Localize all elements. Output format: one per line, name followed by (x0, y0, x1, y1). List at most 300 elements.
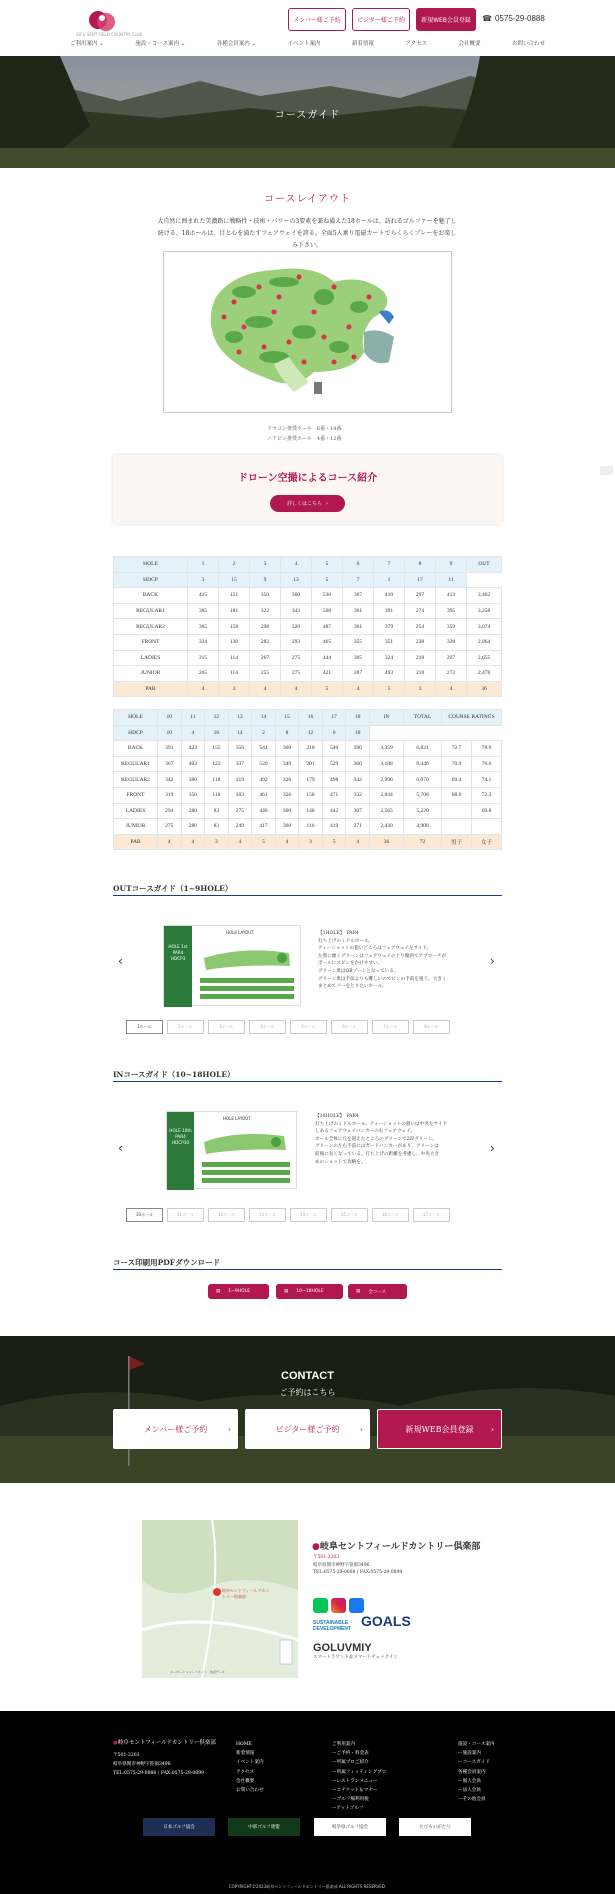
table-cell: FRONT (114, 787, 158, 803)
out-hole-description (318, 930, 480, 991)
footer-link[interactable]: ーその他会員 (458, 1797, 486, 1803)
table-cell: 15 (219, 572, 250, 588)
table-cell: 254 (405, 619, 436, 635)
table-cell: 70.9 (442, 756, 472, 772)
contact-register-button[interactable] (377, 1409, 502, 1449)
table-cell: PAR (114, 834, 158, 850)
table-cell (442, 803, 472, 819)
footer-link[interactable]: ー所属プロご紹介 (332, 1760, 369, 1766)
hole-tab[interactable]: 5ホール (290, 1020, 327, 1034)
desc-line: グリーン奥はOBゾーンとなっている。 (318, 968, 399, 974)
table-cell: 1 (188, 557, 219, 573)
nav-item[interactable]: アクセス (405, 41, 428, 47)
table-cell: 10 (158, 725, 182, 741)
nav-item[interactable]: 施設・コース案内 ⌄ (135, 41, 186, 47)
table-cell: 493 (374, 666, 405, 682)
prev-arrow-icon[interactable]: ‹ (118, 954, 123, 968)
table-cell: 4 (181, 725, 205, 741)
table-cell: 11 (436, 572, 467, 588)
table-cell: 1 (374, 572, 405, 588)
table-cell: 387 (343, 588, 374, 604)
table-cell: 3,188 (370, 756, 404, 772)
pdf-icon: ▤ (356, 1289, 361, 1294)
in-scorecard-table (113, 709, 502, 850)
table-cell: REGULAR2 (114, 619, 188, 635)
table-cell: 492 (252, 772, 276, 788)
instagram-icon[interactable] (331, 1598, 346, 1613)
table-cell: 361 (343, 619, 374, 635)
contact-title: CONTACT (281, 1370, 334, 1382)
table-cell: 6,070 (404, 772, 442, 788)
table-cell: 158 (219, 619, 250, 635)
site-footer (0, 1711, 615, 1894)
footer-link[interactable]: ーアットゴルフ (332, 1806, 364, 1812)
table-cell: 319 (158, 787, 182, 803)
club-address (313, 1554, 402, 1577)
pdf-icon: ▤ (216, 1289, 221, 1294)
table-cell: REGULAR1 (114, 756, 158, 772)
register-button[interactable]: 新規WEB会員登録 (416, 8, 476, 31)
table-cell: 395 (436, 603, 467, 619)
jga-banner[interactable]: 日本ゴルフ協会 (143, 1818, 215, 1836)
table-cell: 3,462 (467, 588, 502, 604)
hole-card-label: HOLE 1st PAR4 HDCP3 (168, 944, 188, 961)
footer-link[interactable]: ー個人会員 (458, 1778, 481, 1784)
footer-link[interactable]: アクセス (236, 1769, 255, 1775)
facebook-icon[interactable] (349, 1598, 364, 1613)
gifu-golf-banner[interactable]: 岐阜県ゴルフ協会 (314, 1818, 386, 1836)
desc-line: ホール全体に丘を超えたところのグリーンで2段グリーン。 (315, 1136, 437, 1142)
table-cell: JUNIOR (114, 819, 158, 835)
club-zip: 〒501-3203 (313, 1555, 340, 1560)
table-cell: 415 (188, 588, 219, 604)
pdf-button-label: 1~9HOLE (228, 1289, 251, 1294)
social-links (313, 1598, 364, 1613)
hole-tab[interactable]: 2ホール (167, 1020, 204, 1034)
drone-button-label: 詳しくはこちら (286, 501, 322, 507)
table-cell: 5,220 (404, 803, 442, 819)
table-cell: 72.7 (442, 741, 472, 757)
table-cell: 367 (158, 756, 182, 772)
nav-item[interactable]: ご利用案内 ⌄ (70, 41, 104, 47)
table-cell: 320 (281, 619, 312, 635)
pdf-out-button[interactable] (208, 1284, 269, 1299)
table-cell: 356 (181, 787, 205, 803)
table-cell: 540 (322, 741, 346, 757)
table-cell: 2 (219, 557, 250, 573)
pdf-in-button[interactable] (276, 1284, 343, 1299)
table-cell: 267 (250, 650, 281, 666)
footer-link[interactable]: 会社概要 (236, 1778, 255, 1784)
hole-tab[interactable]: 13ホール (249, 1208, 286, 1222)
in-table-body (114, 725, 502, 850)
table-cell: 391 (374, 603, 405, 619)
table-cell: 7 (374, 557, 405, 573)
nav-item[interactable]: 会社概要 (458, 41, 481, 47)
table-cell: 326 (275, 772, 299, 788)
table-row (114, 725, 502, 741)
table-cell: REGULAR1 (114, 603, 188, 619)
table-cell: 487 (312, 619, 343, 635)
hole-tab[interactable]: 16ホール (372, 1208, 409, 1222)
table-cell: 3 (299, 834, 323, 850)
club-name (312, 1539, 480, 1552)
hole-tab[interactable]: 1ホール (126, 1020, 163, 1034)
table-cell: 307 (346, 803, 370, 819)
nav-item[interactable]: 新着情報 (351, 41, 374, 47)
hole-tab[interactable]: 12ホール (208, 1208, 245, 1222)
table-row (114, 787, 502, 803)
hole-layout-diagram (194, 938, 298, 1004)
footer-link[interactable]: ご利用案内 (332, 1742, 355, 1747)
table-cell: 4 (346, 834, 370, 850)
table-cell: IN (370, 710, 404, 726)
table-cell: 158 (299, 787, 323, 803)
drone-title: ドローン空撮によるコース紹介 (237, 473, 378, 484)
desc-line: まとめてパーをとりたいホール。 (318, 984, 387, 990)
table-cell: 334 (188, 634, 219, 650)
table-cell: 13 (228, 710, 252, 726)
table-cell: 179 (299, 772, 323, 788)
out-table-body (114, 572, 502, 697)
table-cell: 520 (252, 756, 276, 772)
table-row (114, 741, 502, 757)
table-cell: 293 (281, 634, 312, 650)
table-cell: REGULAR2 (114, 772, 158, 788)
table-cell: HOLE (114, 710, 158, 726)
table-cell: 83 (205, 803, 229, 819)
table-cell: OUT (467, 557, 502, 573)
table-cell: 201 (299, 756, 323, 772)
table-cell: 18 (346, 725, 370, 741)
table-cell: 238 (405, 634, 436, 650)
table-cell: 9 (250, 572, 281, 588)
footer-col1 (236, 1740, 264, 1795)
table-row (114, 834, 502, 850)
table-cell: 7 (343, 572, 374, 588)
table-cell: 9 (436, 557, 467, 573)
table-row (114, 681, 502, 697)
table-cell: 322 (250, 603, 281, 619)
table-cell: 4 (188, 681, 219, 697)
table-cell: 275 (281, 650, 312, 666)
desc-line: 【1HOLE】 PAR4 (318, 931, 359, 936)
table-cell: 5 (322, 834, 346, 850)
next-arrow-icon[interactable]: › (490, 954, 495, 968)
table-cell: 332 (346, 787, 370, 803)
table-row (114, 557, 502, 573)
table-cell: 461 (252, 787, 276, 803)
goluvmiy-logo[interactable] (313, 1642, 398, 1660)
table-cell: 68.0 (442, 787, 472, 803)
in-guide-title: INコースガイド（10~18HOLE） (113, 1070, 235, 1079)
nav-item[interactable]: イベント案内 (287, 41, 321, 47)
hole-tab[interactable]: 10ホール (126, 1208, 163, 1222)
footer-link[interactable]: ーゴルフ場利用税 (332, 1797, 369, 1803)
table-cell: 282 (250, 634, 281, 650)
table-cell: 343 (281, 603, 312, 619)
footer-link[interactable]: ーご予約・料金表 (332, 1751, 369, 1757)
nav-item[interactable]: お問い合わせ (511, 41, 545, 47)
table-cell: 355 (343, 634, 374, 650)
table-cell: 342 (158, 772, 182, 788)
google-map[interactable] (142, 1520, 298, 1678)
heading-underline (113, 1081, 502, 1082)
club-logo-icon: ● (113, 1740, 118, 1746)
footer-link[interactable]: HOME (236, 1742, 252, 1747)
table-cell: 274 (405, 603, 436, 619)
table-cell: 5 (374, 681, 405, 697)
footer-link[interactable]: ーレストランメニュー (332, 1778, 378, 1784)
footer-link[interactable]: 新着情報 (236, 1751, 255, 1757)
tabimonogatari-banner[interactable]: たびものがたり (399, 1818, 471, 1836)
copyright: COPYRIGHT©2023岐阜セントフィールドカントリー倶楽部 ALL RIGHTS RESERVED. (228, 1884, 387, 1889)
table-cell: 508 (312, 603, 343, 619)
table-cell: 465 (312, 634, 343, 650)
desc-line: グリーンの左右手前にはガードバンカーがあり、グリーンは (315, 1144, 439, 1150)
table-cell: 297 (436, 650, 467, 666)
table-cell: 324 (374, 650, 405, 666)
pdf-heading (113, 1257, 502, 1268)
phone-icon: ☎ (482, 14, 492, 23)
table-cell: 2,478 (467, 666, 502, 682)
desc-line: ボールにスピンをかけやすい。 (318, 961, 383, 967)
hole-card-label: HOLE 10th PAR4 HDCP10 (169, 1128, 192, 1145)
out-scorecard-table (113, 556, 502, 697)
table-cell: 275 (158, 819, 182, 835)
hole-tab[interactable]: 7ホール (372, 1020, 409, 1034)
table-cell: 4 (343, 681, 374, 697)
table-cell: 男子 (442, 834, 472, 850)
visitor-reserve-button[interactable]: ビジター様ご予約 (352, 8, 410, 31)
map-attribution: キーボード ショートカット 地図データ (170, 1670, 225, 1674)
table-cell: BACK (114, 741, 158, 757)
footer-club-name (113, 1739, 216, 1748)
table-cell: HDCP (114, 725, 158, 741)
desc-line: 【10HOLE】 PAR4 (315, 1114, 359, 1119)
sdgs-label: SUSTAINABLE DEVELOPMENT (313, 1620, 352, 1632)
table-cell: 114 (219, 666, 250, 682)
hole-tab[interactable]: 3ホール (208, 1020, 245, 1034)
table-cell: 2,430 (370, 819, 404, 835)
table-cell: LADIES (114, 803, 158, 819)
table-cell: 148 (299, 803, 323, 819)
table-cell: 151 (219, 588, 250, 604)
table-cell: 83 (205, 819, 229, 835)
table-cell: TOTAL (404, 710, 442, 726)
table-cell: 118 (205, 787, 229, 803)
out-guide-heading (113, 883, 502, 894)
arrow-right-icon: › (490, 1424, 494, 1434)
desc-line: 打ち上げのミドルホール。 (318, 938, 373, 944)
table-cell: 11 (181, 710, 205, 726)
table-cell: 130 (219, 634, 250, 650)
pdf-icon: ▤ (284, 1289, 289, 1294)
table-cell: 4 (250, 681, 281, 697)
table-cell: 4 (181, 834, 205, 850)
table-cell: PAR (114, 681, 188, 697)
table-cell: 444 (312, 650, 343, 666)
prev-arrow-icon[interactable]: ‹ (118, 1141, 123, 1155)
desc-line: しあるフェアウェイバンカーの右フェアウェイ。 (315, 1129, 415, 1135)
legend-nearpin: ニアピン推奨ホール 4番・12番 (267, 436, 342, 442)
table-cell: 3 (188, 572, 219, 588)
table-cell: 72 (404, 834, 442, 850)
table-cell: 116 (299, 819, 323, 835)
footer-link[interactable]: お問い合わせ (236, 1788, 264, 1794)
table-cell: 218 (405, 650, 436, 666)
table-cell: 315 (188, 650, 219, 666)
table-row (114, 756, 502, 772)
table-cell: 271 (346, 819, 370, 835)
table-cell: 3,359 (370, 741, 404, 757)
table-cell: 14 (228, 725, 252, 741)
hole-tab[interactable]: 6ホール (331, 1020, 368, 1034)
member-reserve-button[interactable]: メンバー様ご予約 (288, 8, 346, 31)
hero-banner (0, 56, 615, 168)
arrow-right-icon: › (326, 500, 328, 507)
hole-tab[interactable]: 15ホール (331, 1208, 368, 1222)
table-cell: 3 (205, 834, 229, 850)
chubu-banner[interactable]: 中部ゴルフ連盟 (228, 1818, 300, 1836)
footer-link[interactable]: ー所属フィッティングプロ (332, 1769, 387, 1775)
table-cell: 6 (322, 725, 346, 741)
contact-section (0, 1336, 615, 1483)
footer-link[interactable]: ー法人会員 (458, 1788, 481, 1794)
table-cell: 442 (322, 803, 346, 819)
logo-text: GIFU SENT FIELD COUNTRY CLUB (76, 32, 143, 37)
in-hole-image (166, 1111, 297, 1189)
table-cell: 3,074 (467, 619, 502, 635)
desc-line: 前後に長くなっている。打ち上げの距離を考慮し、中央大き (315, 1151, 440, 1157)
table-row (114, 666, 502, 682)
layout-intro: 大自然に囲まれた美濃路に戦略性・技術・パワーの3要素を兼ね備えた18ホールは、訪れるゴルファーを魅了し続ける、18ホールは、目と心を満たすフェアウェイを誇る。全面5人乗り電磁カートでらくらくプレーをお楽しみ下さい。 (157, 218, 457, 249)
footer-link[interactable]: イベント案内 (236, 1760, 264, 1766)
footer-zip: 〒501-3203 (113, 1753, 140, 1758)
table-cell: 337 (228, 756, 252, 772)
table-cell: 421 (312, 666, 343, 682)
header-tel[interactable] (482, 14, 545, 23)
footer-addr: 岐阜県関市神野字笹洞3496 (113, 1762, 171, 1768)
out-hole-tabs (126, 1020, 450, 1034)
layout-legend (267, 424, 341, 444)
table-cell: 380 (181, 772, 205, 788)
in-hole-tabs (126, 1208, 450, 1222)
table-row (114, 588, 502, 604)
table-cell: 72.3 (472, 787, 502, 803)
table-cell: 14 (252, 710, 276, 726)
hole-tab[interactable]: 11ホール (167, 1208, 204, 1222)
contact-visitor-button[interactable] (245, 1409, 370, 1449)
in-hole-description (315, 1113, 481, 1166)
table-cell: HOLE (114, 557, 188, 573)
table-cell: 10 (158, 710, 182, 726)
table-cell: 349 (275, 756, 299, 772)
hole-layout-diagram (196, 1124, 294, 1186)
site-header (0, 0, 615, 56)
line-icon[interactable] (313, 1598, 328, 1613)
hole-layout-label: HOLE LAYOUT (223, 1116, 251, 1121)
desc-line: グリーン奥は手前よりも難しいのでピンの手前を狙う。大きく (318, 976, 447, 982)
sdgs-goals: GOALS (361, 1613, 411, 1629)
footer-col3 (458, 1740, 495, 1804)
footer-link[interactable]: ーコースガイド (458, 1760, 490, 1766)
hole-tab[interactable]: 14ホール (290, 1208, 327, 1222)
floating-tab[interactable] (600, 466, 613, 475)
table-cell: 4,908 (404, 819, 442, 835)
hole-tab[interactable]: 4ホール (249, 1020, 286, 1034)
table-cell: 16 (299, 710, 323, 726)
table-cell: 360 (275, 741, 299, 757)
table-cell: 78.9 (472, 741, 502, 757)
hole-tab[interactable]: 8ホール (413, 1020, 450, 1034)
table-cell: 280 (181, 819, 205, 835)
footer-link[interactable]: 施設・コース案内 (458, 1742, 495, 1747)
table-cell: 361 (343, 603, 374, 619)
table-cell: 265 (188, 666, 219, 682)
table-cell: 319 (228, 772, 252, 788)
layout-title: コースレイアウト (264, 194, 351, 205)
pdf-button-label: 全コース (368, 1289, 387, 1295)
button-label: メンバー様ご予約 (143, 1424, 208, 1434)
table-cell: 326 (275, 787, 299, 803)
drone-section (113, 455, 502, 524)
course-map-image (164, 252, 452, 413)
table-cell: HDCP (114, 572, 188, 588)
table-cell: 360 (281, 588, 312, 604)
table-cell: 17 (405, 572, 436, 588)
table-cell: 3 (405, 681, 436, 697)
table-cell: 385 (188, 603, 219, 619)
table-cell: 3,258 (467, 603, 502, 619)
table-cell: BACK (114, 588, 188, 604)
table-cell: 351 (374, 634, 405, 650)
drone-details-button[interactable] (270, 495, 345, 512)
table-cell: 417 (252, 819, 276, 835)
table-cell: 300 (275, 803, 299, 819)
table-cell: 544 (252, 741, 276, 757)
table-cell: 440 (252, 803, 276, 819)
table-cell: 218 (299, 741, 323, 757)
footer-link[interactable]: ー施設案内 (458, 1751, 481, 1757)
footer-tel: TEL:0575-29-0888 / FAX:0575-29-0899 (113, 1771, 205, 1777)
footer-link[interactable]: 各種会員案内 (458, 1769, 486, 1775)
table-cell: 114 (219, 650, 250, 666)
pdf-all-button[interactable] (348, 1284, 407, 1299)
arrow-right-icon: › (359, 1424, 363, 1434)
table-cell: 350 (250, 588, 281, 604)
table-cell: 15 (275, 710, 299, 726)
table-cell: 249 (228, 819, 252, 835)
hole-card (164, 926, 192, 1007)
legend-driving: ドラコン推奨ホール 6番・14番 (267, 426, 342, 432)
page-title: コースガイド (274, 110, 341, 121)
out-hole-image (163, 925, 301, 1006)
nav-item[interactable]: 各種会員案内 ⌄ (216, 41, 257, 47)
table-cell: 6,446 (404, 756, 442, 772)
hole-tab[interactable]: 17ホール (413, 1208, 450, 1222)
table-row (114, 650, 502, 666)
footer-link[interactable]: ーエチケット＆マナー (332, 1788, 378, 1794)
table-cell: 2,655 (467, 650, 502, 666)
map-marker-label: 岐阜セントフィールドカントリー倶楽部 (222, 1588, 270, 1599)
table-cell: 4 (158, 834, 182, 850)
club-addr: 岐阜県関市神野字笹洞3496 (313, 1562, 370, 1568)
footer-col2 (332, 1740, 386, 1814)
contact-member-button[interactable] (113, 1409, 238, 1449)
in-guide-heading (113, 1069, 502, 1080)
next-arrow-icon[interactable]: › (490, 1141, 495, 1155)
